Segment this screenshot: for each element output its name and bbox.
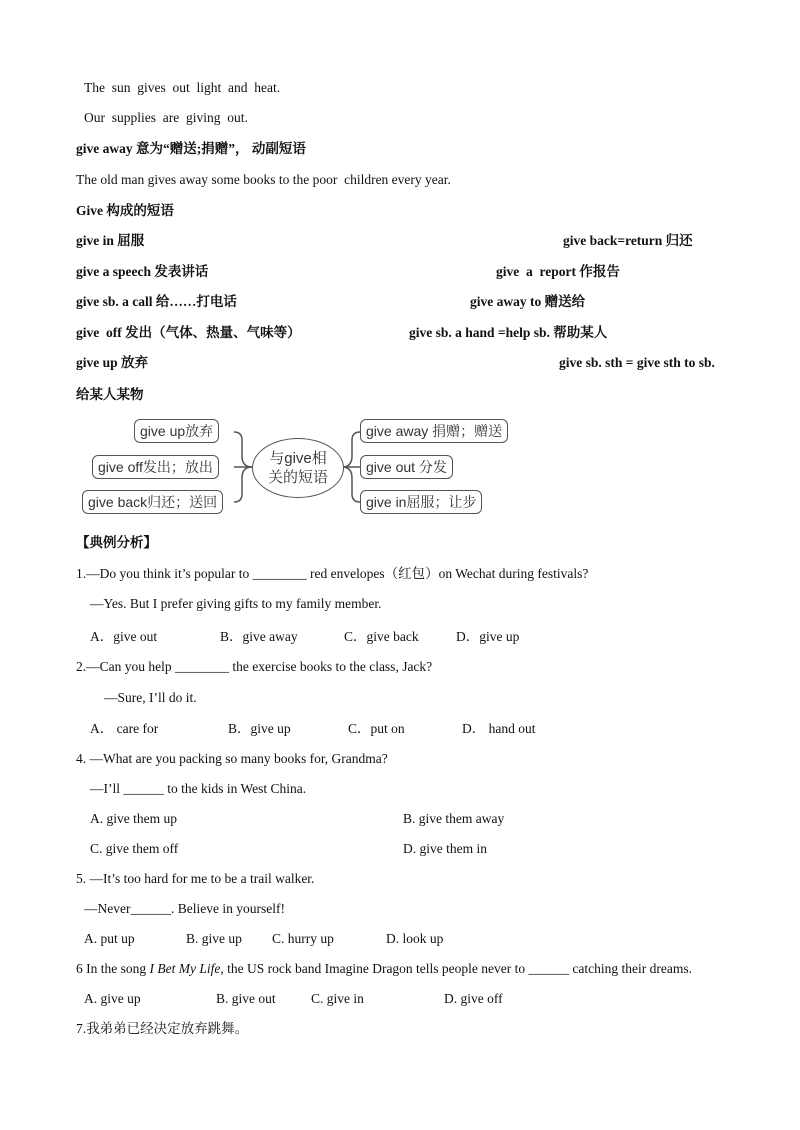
mindmap-center — [252, 438, 344, 498]
phrase-give-a-hand: give sb. a hand =help sb. 帮助某人 — [409, 325, 608, 340]
mindmap-node-give-in: give in屈服；让步 — [360, 490, 482, 514]
phrase-give-sb-sth: give sb. sth = give sth to sb. — [559, 355, 715, 370]
question-5-reply: —Never______. Believe in yourself! — [84, 901, 285, 916]
question-2-option-c: C．put on — [348, 721, 405, 736]
phrases-heading: Give 构成的短语 — [76, 203, 174, 218]
mindmap-node-give-away: give away 捐赠；赠送 — [360, 419, 508, 443]
question-6-option-a: A. give up — [84, 991, 141, 1006]
question-2-option-a: A． care for — [90, 721, 159, 736]
give-phrases-mindmap — [82, 416, 518, 518]
mindmap-center-line-1: 与give相 — [269, 450, 327, 467]
phrase-give-away-to: give away to 赠送给 — [470, 294, 586, 309]
phrase-give-in: give in 屈服 — [76, 233, 145, 248]
question-4-option-b: B. give them away — [403, 811, 505, 826]
give-away-definition: give away 意为“赠送;捐赠”， 动副短语 — [76, 141, 306, 156]
question-5-option-d: D. look up — [386, 931, 444, 946]
question-4: 4. —What are you packing so many books for, Grandma? — [76, 751, 388, 766]
question-1-option-d: D．give up — [456, 629, 520, 644]
phrase-give-a-speech: give a speech 发表讲话 — [76, 264, 209, 279]
question-5: 5. —It’s too hard for me to be a trail walker. — [76, 871, 315, 886]
example-sentence-3: The old man gives away some books to the poor children every year. — [76, 172, 451, 187]
question-6-suffix: , the US rock band Imagine Dragon tells people never to ______ catching their dreams. — [220, 961, 692, 976]
question-1-option-b: B．give away — [220, 629, 298, 644]
question-2: 2.—Can you help ________ the exercise books to the class, Jack? — [76, 659, 433, 674]
question-6-prefix: 6 In the song — [76, 961, 150, 976]
phrase-give-back: give back=return 归还 — [563, 233, 693, 248]
question-1-option-c: C．give back — [344, 629, 419, 644]
mindmap-center-line-2: 关的短语 — [267, 469, 328, 486]
question-1: 1.—Do you think it’s popular to ________ red envelopes（红包）on Wechat during festivals? — [76, 566, 589, 581]
mindmap-node-give-back: give back归还；送回 — [82, 490, 223, 514]
question-1-option-a: A．give out — [90, 629, 158, 644]
question-2-reply: —Sure, I’ll do it. — [104, 690, 197, 705]
example-sentence-1: The sun gives out light and heat. — [84, 80, 281, 95]
phrase-give-a-call: give sb. a call 给……打电话 — [76, 294, 237, 309]
section-title: 【典例分析】 — [76, 535, 157, 550]
question-1-reply: —Yes. But I prefer giving gifts to my family member. — [90, 596, 382, 611]
question-2-option-d: D． hand out — [462, 721, 536, 736]
question-6-option-d: D. give off — [444, 991, 503, 1006]
question-6 — [76, 960, 692, 978]
phrase-give-sb-sth-meaning: 给某人某物 — [76, 387, 144, 402]
mindmap-node-give-out: give out 分发 — [360, 455, 453, 479]
mindmap-node-give-up: give up放弃 — [134, 419, 219, 443]
question-4-option-c: C. give them off — [90, 841, 179, 856]
question-5-option-c: C. hurry up — [272, 931, 334, 946]
phrase-give-a-report: give a report 作报告 — [496, 264, 620, 279]
phrase-give-up: give up 放弃 — [76, 355, 149, 370]
question-7: 7.我弟弟已经决定放弃跳舞。 — [76, 1021, 249, 1036]
question-6-song-title: I Bet My Life — [149, 961, 221, 976]
question-2-option-b: B．give up — [228, 721, 291, 736]
question-4-reply: —I’ll ______ to the kids in West China. — [90, 781, 307, 796]
mindmap-node-give-off: give off发出；放出 — [92, 455, 219, 479]
question-5-option-a: A. put up — [84, 931, 135, 946]
example-sentence-2: Our supplies are giving out. — [84, 110, 248, 125]
question-6-option-b: B. give out — [216, 991, 276, 1006]
question-5-option-b: B. give up — [186, 931, 242, 946]
question-6-option-c: C. give in — [311, 991, 364, 1006]
question-4-option-a: A. give them up — [90, 811, 177, 826]
phrase-give-off: give off 发出（气体、热量、气味等） — [76, 325, 301, 340]
question-4-option-d: D. give them in — [403, 841, 487, 856]
